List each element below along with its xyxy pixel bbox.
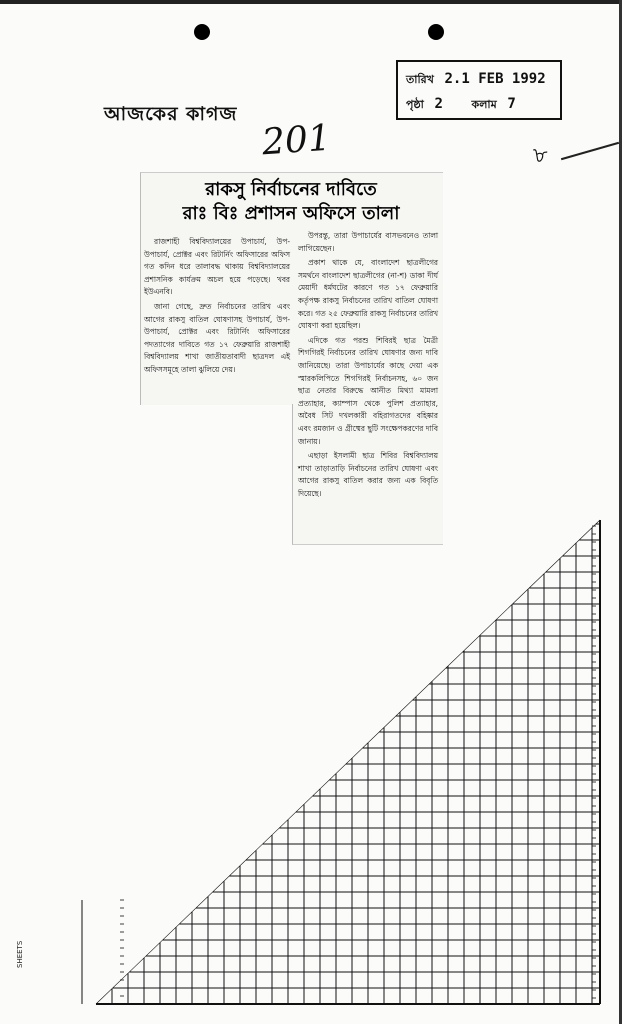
headline-line-1: রাকসু নির্বাচনের দাবিতে <box>205 179 377 200</box>
page-value: 2 <box>434 96 443 112</box>
sheet-code-label: SHEETS <box>16 940 24 968</box>
headline-line-2: রাঃ বিঃ প্রশাসন অফিসে তালা <box>182 203 400 224</box>
column-label: কলাম <box>471 98 497 111</box>
grid-lines <box>82 520 600 1004</box>
article-paragraph: জানা গেছে, দ্রুত নির্বাচনের তারিখ এবং আগের রাকসু বাতিল ঘোষণাসহ উপাচার্য, উপ-উপাচার্য, প্রোক্টর এবং রিটার্নিং অফিসারের পদত্যাগের দাবিতে গত ১৭ ফেব্রুয়ারি রাজশাহী বিশ্ববিদ্যালয় শাখা জাতীয়তাবাদী ছাত্রদল এই অফিসসমূহে তালা ঝুলিয়ে দেয়। <box>144 301 290 374</box>
date-label: তারিখ <box>406 73 434 86</box>
handwritten-corner-mark: ৮ <box>531 141 551 170</box>
column-value: 7 <box>507 96 516 112</box>
article-paragraph: এদিকে গত পরশু শিবিরই ছাত্র মৈত্রী শিগগিরই নির্বাচনের তারিখ ঘোষণার জন্য দাবি জানিয়েছে। তারা উপাচার্যের কাছে দেয়া এক স্মারকলিপিতে শিগগিরই নির্বাচনসহ, ৬০ জন ছাত্র নেতার বিরুদ্ধে আনীত মিথ্যা মামলা প্রত্যাহার, ক্যাম্পাস থেকে পুলিশ প্রত্যাহার, অবৈধ সিট দখলকারী বহিরাগতদের বহিষ্কার এবং রমজান ও গ্রীষ্মের ছুটি সংক্ষেপকরণের দাবি জানায়। <box>298 335 438 446</box>
article-paragraph: রাজশাহী বিশ্ববিদ্যালয়ের উপাচার্য, উপ-উপাচার্য, প্রোক্টর এবং রিটার্নিং অফিসারের অফিস গত কদিন ধরে তালাবদ্ধ থাকায় বিশ্ববিদ্যালয়ের প্রশাসনিক কার্যক্রম অচল হয়ে পড়েছে। খবর ইউএনবি। <box>144 237 290 297</box>
article-paragraph: উপরন্তু, তারা উপাচার্যের বাসভবনেও তালা লাগিয়েছেন। <box>298 231 438 253</box>
handwritten-folio-number: 201 <box>260 117 333 164</box>
page-label: পৃষ্ঠা <box>406 98 424 111</box>
grid-line <box>96 520 600 1004</box>
date-value: 2.1 FEB 1992 <box>444 71 546 87</box>
newspaper-name: আজকের কাগজ <box>104 103 238 125</box>
article-paragraph: প্রকাশ থাকে যে, বাংলাদেশ ছাত্রলীগের সমর্থনে বাংলাদেশ ছাত্রলীগের (না-শ) ডাকা দীর্ঘ মেয়াদী ধর্মঘটের কারণে গত ১৭ ফেব্রুয়ারি কর্তৃপক্ষ রাকসু নির্বাচনের তারিখ বাতিল ঘোষণা করে। গত ২৫ ফেব্রুয়ারি রাকসু নির্বাচনের তারিখ ঘোষণা করা হয়েছিল। <box>298 258 438 331</box>
article-paragraph: এছাড়া ইসলামী ছাত্র শিবির বিশ্ববিদ্যালয় শাখা তাড়াতাড়ি নির্বাচনের তারিখ ঘোষণা এবং আগের রাকসু বাতিল করার জন্য এক বিবৃতি দিয়েছে। <box>298 451 438 498</box>
